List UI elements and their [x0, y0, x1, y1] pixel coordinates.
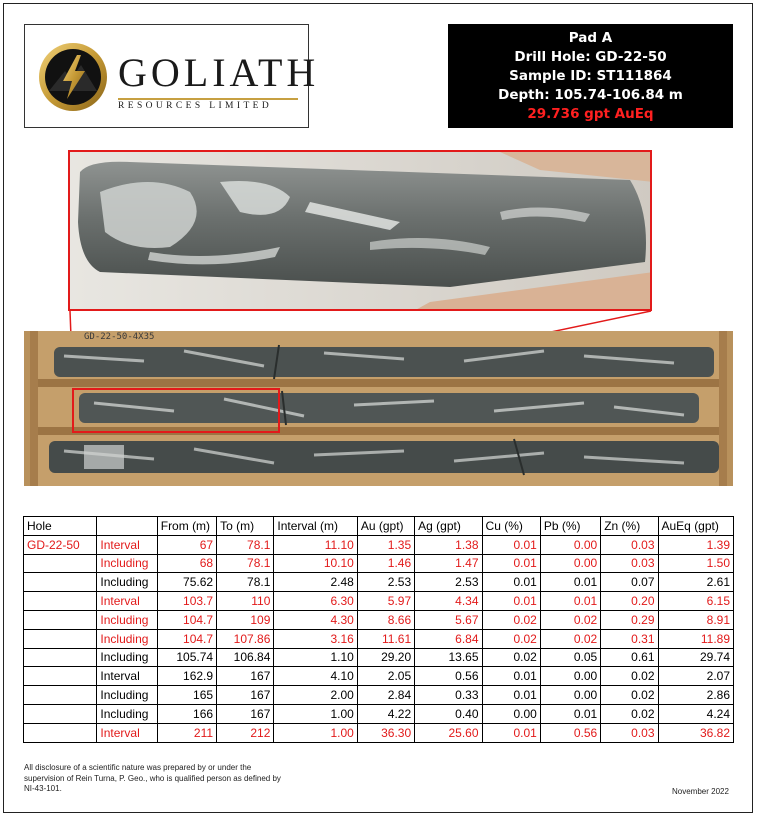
- table-cell: 0.01: [482, 723, 540, 742]
- table-cell: 29.20: [357, 648, 414, 667]
- table-cell: 0.00: [482, 704, 540, 723]
- table-cell: 1.35: [357, 535, 414, 554]
- table-cell: 2.61: [658, 573, 734, 592]
- table-cell: 212: [217, 723, 274, 742]
- table-cell: 78.1: [217, 573, 274, 592]
- table-cell: 166: [157, 704, 216, 723]
- col-from: From (m): [157, 517, 216, 536]
- table-cell: 11.89: [658, 629, 734, 648]
- table-row: [24, 629, 734, 648]
- info-sample-id: Sample ID: ST111864: [509, 68, 672, 84]
- table-row: [24, 667, 734, 686]
- table-cell: 0.29: [601, 610, 658, 629]
- table-cell: 0.07: [601, 573, 658, 592]
- table-cell: 29.74: [658, 648, 734, 667]
- table-cell: 0.20: [601, 592, 658, 611]
- table-cell: Including: [97, 629, 157, 648]
- logo-divider: [118, 98, 298, 100]
- table-cell: 0.02: [482, 648, 540, 667]
- table-cell: 36.30: [357, 723, 414, 742]
- table-cell: 0.02: [601, 686, 658, 705]
- table-cell: 0.01: [482, 686, 540, 705]
- report-date: November 2022: [672, 787, 729, 796]
- table-cell: 25.60: [415, 723, 482, 742]
- logo-subtitle: RESOURCES LIMITED: [118, 101, 273, 111]
- sample-info-box: [448, 24, 733, 128]
- table-row: [24, 723, 734, 742]
- table-row: [24, 648, 734, 667]
- col-hole: Hole: [24, 517, 97, 536]
- table-cell: 0.01: [482, 554, 540, 573]
- table-cell: Including: [97, 686, 157, 705]
- table-cell: 107.86: [217, 629, 274, 648]
- table-cell: Interval: [97, 535, 157, 554]
- table-cell: Including: [97, 704, 157, 723]
- table-cell: 0.00: [540, 686, 600, 705]
- col-pb: Pb (%): [540, 517, 600, 536]
- table-cell: 0.02: [482, 629, 540, 648]
- table-cell: 5.67: [415, 610, 482, 629]
- table-cell: 6.84: [415, 629, 482, 648]
- table-cell: 11.61: [357, 629, 414, 648]
- table-cell: 2.84: [357, 686, 414, 705]
- table-cell: 1.39: [658, 535, 734, 554]
- col-ag: Ag (gpt): [415, 517, 482, 536]
- table-cell: Including: [97, 610, 157, 629]
- logo-wordmark: GOLIATH: [118, 50, 320, 95]
- table-cell: 1.38: [415, 535, 482, 554]
- table-cell: [24, 686, 97, 705]
- table-cell: 0.01: [540, 592, 600, 611]
- table-cell: 103.7: [157, 592, 216, 611]
- col-cu: Cu (%): [482, 517, 540, 536]
- lightning-bolt-logo-icon: [37, 41, 109, 113]
- table-cell: Including: [97, 648, 157, 667]
- table-cell: 0.03: [601, 535, 658, 554]
- table-cell: [24, 723, 97, 742]
- info-grade-highlight: 29.736 gpt AuEq: [527, 106, 654, 122]
- table-cell: 0.01: [482, 535, 540, 554]
- table-cell: 4.22: [357, 704, 414, 723]
- table-cell: Interval: [97, 667, 157, 686]
- table-cell: 167: [217, 667, 274, 686]
- table-cell: [24, 704, 97, 723]
- table-cell: 2.00: [274, 686, 357, 705]
- table-cell: 0.01: [482, 592, 540, 611]
- table-row: [24, 554, 734, 573]
- table-cell: [24, 592, 97, 611]
- table-cell: 78.1: [217, 554, 274, 573]
- table-cell: 0.03: [601, 723, 658, 742]
- table-cell: [24, 648, 97, 667]
- table-cell: Including: [97, 573, 157, 592]
- info-drill-hole: Drill Hole: GD-22-50: [514, 49, 667, 65]
- table-cell: [24, 554, 97, 573]
- table-cell: 11.10: [274, 535, 357, 554]
- table-cell: 1.50: [658, 554, 734, 573]
- table-cell: 1.10: [274, 648, 357, 667]
- table-cell: 75.62: [157, 573, 216, 592]
- table-cell: 165: [157, 686, 216, 705]
- table-cell: 4.10: [274, 667, 357, 686]
- table-cell: 0.01: [540, 573, 600, 592]
- col-interval: Interval (m): [274, 517, 357, 536]
- table-cell: 0.02: [540, 610, 600, 629]
- assay-results-table: [23, 516, 734, 743]
- table-cell: 3.16: [274, 629, 357, 648]
- table-cell: 0.56: [540, 723, 600, 742]
- table-cell: [24, 667, 97, 686]
- table-cell: Interval: [97, 592, 157, 611]
- table-cell: 0.00: [540, 535, 600, 554]
- col-au: Au (gpt): [357, 517, 414, 536]
- table-cell: 1.00: [274, 723, 357, 742]
- table-cell: 0.05: [540, 648, 600, 667]
- table-cell: 0.56: [415, 667, 482, 686]
- table-body: [24, 535, 734, 742]
- table-cell: 2.86: [658, 686, 734, 705]
- table-cell: 106.84: [217, 648, 274, 667]
- table-cell: [24, 610, 97, 629]
- table-cell: 167: [217, 704, 274, 723]
- table-cell: 105.74: [157, 648, 216, 667]
- table-cell: 1.47: [415, 554, 482, 573]
- table-cell: 4.34: [415, 592, 482, 611]
- table-row: [24, 610, 734, 629]
- selection-highlight: [72, 388, 280, 433]
- table-header-row: [24, 517, 734, 536]
- table-cell: 104.7: [157, 629, 216, 648]
- core-box-label: GD-22-50-4X35: [84, 332, 155, 342]
- table-cell: 0.40: [415, 704, 482, 723]
- table-cell: 2.53: [357, 573, 414, 592]
- table-cell: 2.53: [415, 573, 482, 592]
- table-cell: 0.00: [540, 667, 600, 686]
- table-cell: 6.15: [658, 592, 734, 611]
- col-to: To (m): [217, 517, 274, 536]
- table-cell: 167: [217, 686, 274, 705]
- table-cell: 0.01: [482, 667, 540, 686]
- table-cell: 109: [217, 610, 274, 629]
- table-row: [24, 686, 734, 705]
- table-cell: 2.07: [658, 667, 734, 686]
- company-logo: [24, 24, 320, 128]
- col-zn: Zn (%): [601, 517, 658, 536]
- table-cell: Including: [97, 554, 157, 573]
- table-cell: [24, 573, 97, 592]
- table-cell: 0.02: [540, 629, 600, 648]
- table-cell: 4.30: [274, 610, 357, 629]
- table-cell: 0.31: [601, 629, 658, 648]
- core-closeup-photo: [68, 150, 652, 311]
- info-depth: Depth: 105.74-106.84 m: [498, 87, 683, 103]
- table-cell: 67: [157, 535, 216, 554]
- table-cell: 8.66: [357, 610, 414, 629]
- table-cell: 0.01: [482, 573, 540, 592]
- table-cell: 5.97: [357, 592, 414, 611]
- col-aueq: AuEq (gpt): [658, 517, 734, 536]
- table-cell: 0.02: [601, 704, 658, 723]
- table-cell: 1.46: [357, 554, 414, 573]
- table-cell: 78.1: [217, 535, 274, 554]
- table-cell: 110: [217, 592, 274, 611]
- qualified-person-footnote: All disclosure of a scientific nature was prepared by or under the supervision of Rein Turna, P. Geo., who is qualified person as defined by NI-43-101.: [24, 763, 281, 793]
- table-cell: 68: [157, 554, 216, 573]
- table-cell: 0.33: [415, 686, 482, 705]
- table-cell: 8.91: [658, 610, 734, 629]
- table-row: [24, 704, 734, 723]
- table-cell: 2.05: [357, 667, 414, 686]
- table-cell: GD-22-50: [24, 535, 97, 554]
- table-cell: 13.65: [415, 648, 482, 667]
- table-row: [24, 535, 734, 554]
- table-cell: 0.03: [601, 554, 658, 573]
- table-cell: 1.00: [274, 704, 357, 723]
- table-cell: 2.48: [274, 573, 357, 592]
- table-cell: 0.61: [601, 648, 658, 667]
- table-cell: 211: [157, 723, 216, 742]
- table-cell: 0.02: [482, 610, 540, 629]
- table-cell: 0.02: [601, 667, 658, 686]
- table-cell: 0.00: [540, 554, 600, 573]
- table-cell: 4.24: [658, 704, 734, 723]
- core-closeup-image: [70, 152, 652, 311]
- table-cell: Interval: [97, 723, 157, 742]
- table-cell: 104.7: [157, 610, 216, 629]
- table-cell: 162.9: [157, 667, 216, 686]
- col-type: [97, 517, 157, 536]
- table-cell: [24, 629, 97, 648]
- info-pad: Pad A: [568, 30, 613, 46]
- table-cell: 10.10: [274, 554, 357, 573]
- table-cell: 0.01: [540, 704, 600, 723]
- table-cell: 6.30: [274, 592, 357, 611]
- table-row: [24, 573, 734, 592]
- table-row: [24, 592, 734, 611]
- table-cell: 36.82: [658, 723, 734, 742]
